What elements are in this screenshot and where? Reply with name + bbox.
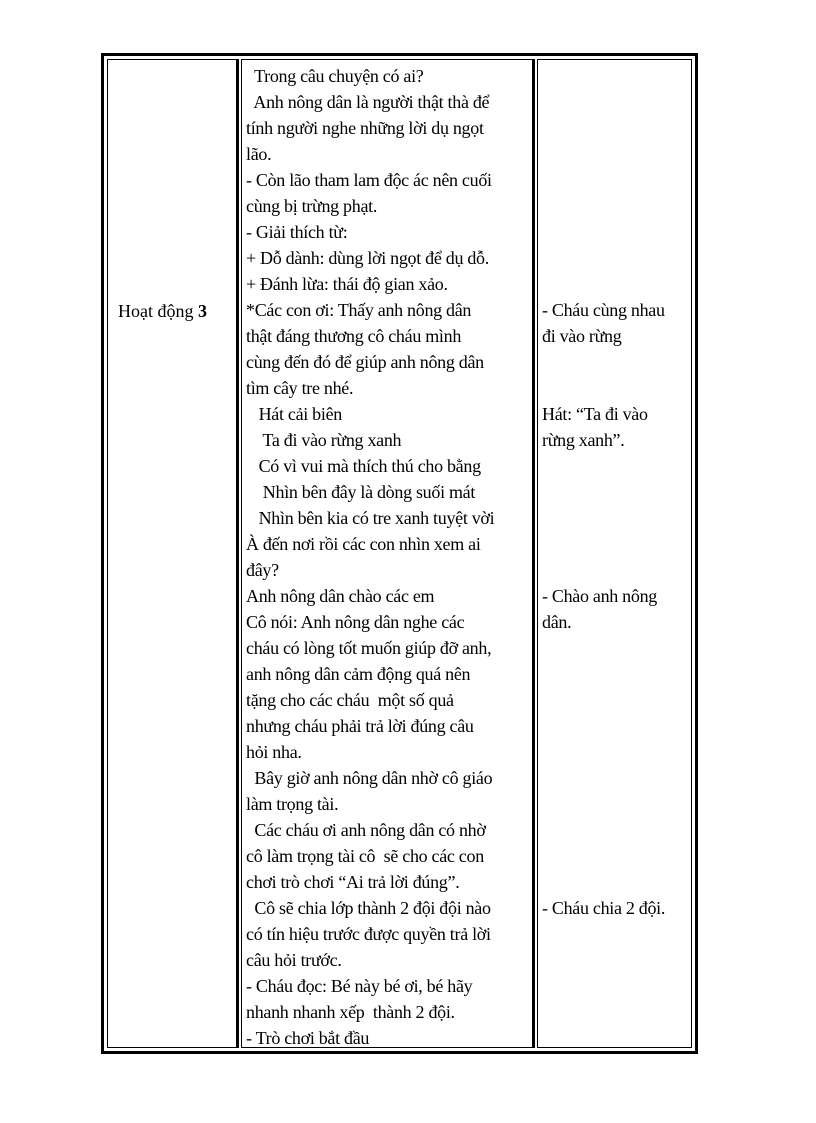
teacher-line: - Còn lão tham lam độc ác nên cuối bbox=[246, 170, 492, 190]
teacher-line: + Đánh lừa: thái độ gian xảo. bbox=[246, 274, 448, 294]
teacher-line: - Cháu đọc: Bé này bé ơi, bé hãy bbox=[246, 976, 473, 996]
teacher-line: Hát cải biên bbox=[246, 404, 342, 424]
teacher-line: đây? bbox=[246, 560, 279, 580]
teacher-line: lão. bbox=[246, 144, 272, 164]
teacher-line: Bây giờ anh nông dân nhờ cô giáo bbox=[246, 768, 493, 788]
teacher-activity-text bbox=[246, 63, 534, 1051]
child-response-line: rừng xanh”. bbox=[542, 430, 625, 450]
child-response bbox=[542, 583, 690, 635]
teacher-line: chơi trò chơi “Ai trả lời đúng”. bbox=[246, 872, 460, 892]
teacher-line: Anh nông dân là người thật thà để bbox=[246, 92, 490, 112]
teacher-line: Anh nông dân chào các em bbox=[246, 586, 435, 606]
teacher-line: câu hỏi trước. bbox=[246, 950, 342, 970]
teacher-line: *Các con ơi: Thấy anh nông dân bbox=[246, 300, 472, 320]
teacher-line: nhanh nhanh xếp thành 2 đội. bbox=[246, 1002, 455, 1022]
teacher-line: làm trọng tài. bbox=[246, 794, 339, 814]
teacher-line: Ta đi vào rừng xanh bbox=[246, 430, 402, 450]
child-response-line: đi vào rừng bbox=[542, 326, 622, 346]
teacher-line: À đến nơi rồi các con nhìn xem ai bbox=[246, 534, 481, 554]
activity-label: Hoạt động 3 bbox=[118, 301, 207, 321]
child-response bbox=[542, 895, 690, 921]
activity-label-column bbox=[107, 59, 239, 1048]
teacher-activity-column bbox=[241, 59, 535, 1048]
child-activity-column bbox=[537, 59, 692, 1048]
teacher-line: hỏi nha. bbox=[246, 742, 302, 762]
teacher-line: cùng đến đó để giúp anh nông dân bbox=[246, 352, 484, 372]
teacher-line: nhưng cháu phải trả lời đúng câu bbox=[246, 716, 474, 736]
teacher-line: Nhìn bên kia có tre xanh tuyệt vời bbox=[246, 508, 495, 528]
teacher-line: cháu có lòng tốt muốn giúp đỡ anh, bbox=[246, 638, 492, 658]
activity-table bbox=[101, 53, 698, 1054]
child-response-line: - Cháu chia 2 đội. bbox=[542, 898, 666, 918]
child-response-line: - Chào anh nông bbox=[542, 586, 657, 606]
teacher-line: thật đáng thương cô cháu mình bbox=[246, 326, 462, 346]
teacher-line: Cô nói: Anh nông dân nghe các bbox=[246, 612, 465, 632]
teacher-line: - Trò chơi bắt đầu bbox=[246, 1028, 370, 1048]
teacher-line: Nhìn bên đây là dòng suối mát bbox=[246, 482, 476, 502]
teacher-line: có tín hiệu trước được quyền trả lời bbox=[246, 924, 491, 944]
child-response-line: Hát: “Ta đi vào bbox=[542, 404, 648, 424]
teacher-line: cùng bị trừng phạt. bbox=[246, 196, 378, 216]
teacher-line: tính người nghe những lời dụ ngọt bbox=[246, 118, 484, 138]
child-response bbox=[542, 401, 690, 453]
teacher-line: Các cháu ơi anh nông dân có nhờ bbox=[246, 820, 486, 840]
teacher-line: tặng cho các cháu một số quả bbox=[246, 690, 454, 710]
child-response bbox=[542, 297, 690, 349]
child-response-line: dân. bbox=[542, 612, 572, 632]
teacher-line: + Dỗ dành: dùng lời ngọt để dụ dỗ. bbox=[246, 248, 489, 268]
teacher-line: cô làm trọng tài cô sẽ cho các con bbox=[246, 846, 484, 866]
teacher-line: anh nông dân cảm động quá nên bbox=[246, 664, 471, 684]
teacher-line: Trong câu chuyện có ai? bbox=[246, 66, 424, 86]
teacher-line: tìm cây tre nhé. bbox=[246, 378, 354, 398]
child-response-line: - Cháu cùng nhau bbox=[542, 300, 665, 320]
teacher-line: - Giải thích từ: bbox=[246, 222, 348, 242]
teacher-line: Có vì vui mà thích thú cho bằng bbox=[246, 456, 481, 476]
teacher-line: Cô sẽ chia lớp thành 2 đội đội nào bbox=[246, 898, 491, 918]
